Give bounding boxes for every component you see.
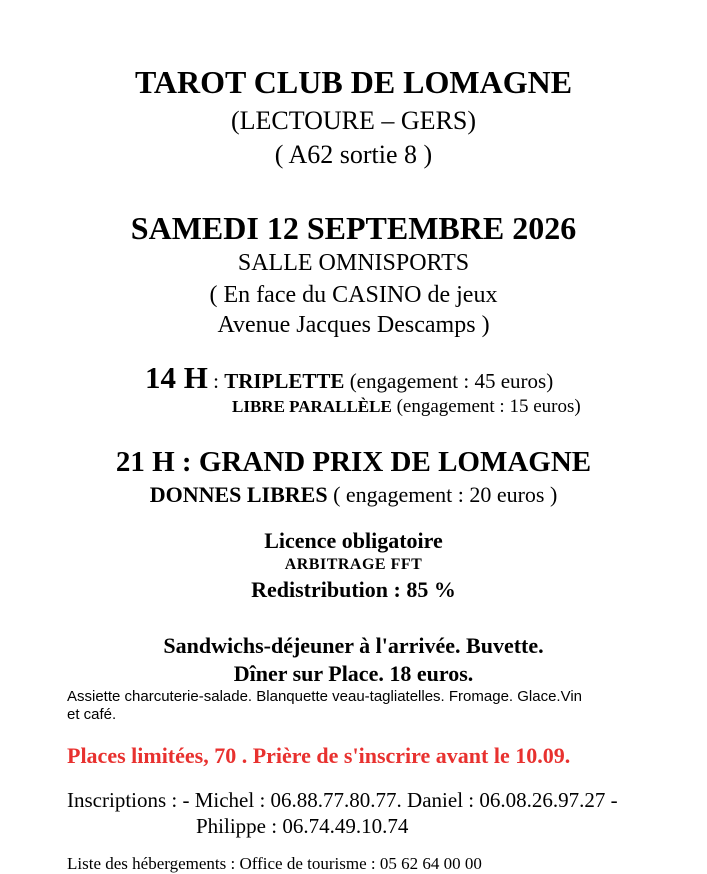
lodging-line: Liste des hébergements : Office de tourisme : 05 62 64 00 00	[67, 854, 482, 873]
places-limited-notice: Places limitées, 70 . Prière de s'inscrire avant le 10.09.	[67, 743, 571, 768]
event-location-line1: ( En face du CASINO de jeux	[209, 282, 498, 308]
triplette-name: TRIPLETTE	[224, 369, 345, 393]
donnes-name: DONNES LIBRES	[149, 482, 328, 507]
afternoon-row-triplette	[145, 360, 553, 396]
inscriptions-line1: Inscriptions : - Michel : 06.88.77.80.77. Daniel : 06.08.26.97.27 -	[67, 788, 618, 812]
lunch-note: Sandwichs-déjeuner à l'arrivée. Buvette.	[163, 633, 544, 658]
event-date: SAMEDI 12 SEPTEMBRE 2026	[130, 210, 577, 246]
grand-prix-title: 21 H : GRAND PRIX DE LOMAGNE	[115, 446, 592, 478]
dinner-note: Dîner sur Place. 18 euros.	[233, 661, 474, 686]
event-venue: SALLE OMNISPORTS	[237, 250, 470, 276]
club-town: (LECTOURE – GERS)	[230, 106, 477, 135]
club-title: TAROT CLUB DE LOMAGNE	[134, 64, 573, 100]
afternoon-time: 14 H	[145, 360, 208, 395]
afternoon-row-parallele	[232, 396, 581, 418]
afternoon-separator: :	[207, 369, 225, 393]
redistribution-note: Redistribution : 85 %	[251, 577, 456, 602]
donnes-libres-row	[0, 482, 707, 508]
parallele-fee: (engagement : 15 euros)	[391, 396, 581, 417]
arbitrage-note: ARBITRAGE FFT	[284, 556, 423, 573]
licence-note: Licence obligatoire	[264, 528, 443, 553]
parallele-name: LIBRE PARALLÈLE	[232, 397, 392, 416]
menu-line1: Assiette charcuterie-salade. Blanquette veau-tagliatelles. Fromage. Glace.Vin	[67, 688, 583, 705]
triplette-fee: (engagement : 45 euros)	[344, 369, 554, 393]
menu-line2: et café.	[67, 706, 117, 723]
event-location-line2: Avenue Jacques Descamps )	[217, 312, 490, 338]
inscriptions-line2: Philippe : 06.74.49.10.74	[196, 814, 409, 838]
motorway-exit: ( A62 sortie 8 )	[274, 140, 433, 169]
donnes-fee: ( engagement : 20 euros )	[327, 482, 558, 507]
